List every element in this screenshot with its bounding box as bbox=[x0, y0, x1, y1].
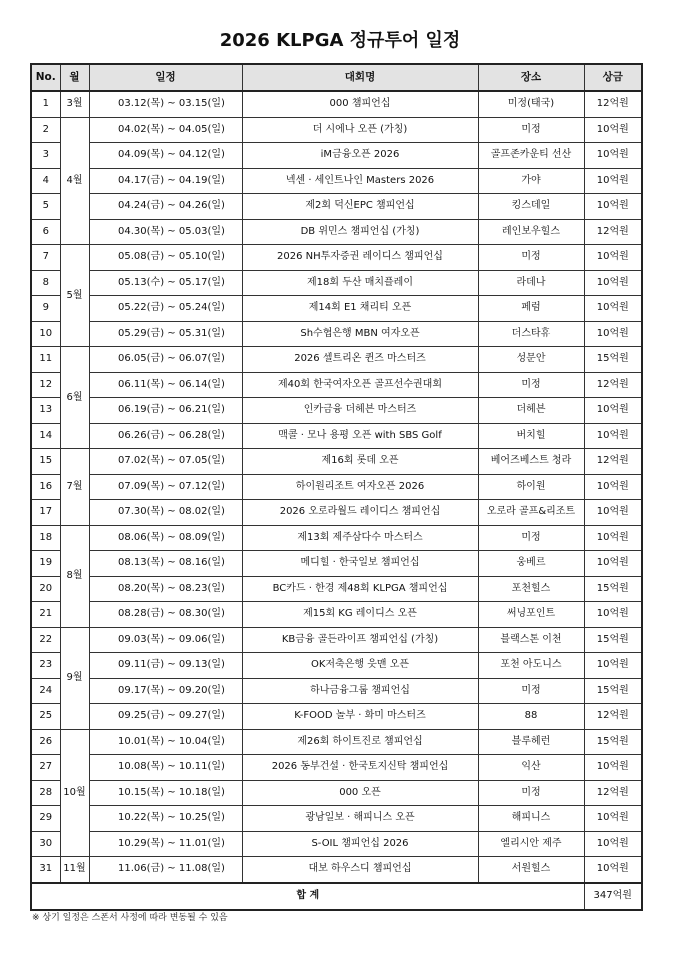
cell-prize: 10억원 bbox=[584, 321, 642, 347]
cell-dates: 09.17(목) ~ 09.20(일) bbox=[89, 678, 242, 704]
cell-dates: 05.13(수) ~ 05.17(일) bbox=[89, 270, 242, 296]
cell-prize: 10억원 bbox=[584, 857, 642, 883]
cell-tournament-name: 하이원리조트 여자오픈 2026 bbox=[242, 474, 478, 500]
cell-no: 7 bbox=[31, 245, 60, 271]
cell-dates: 09.11(금) ~ 09.13(일) bbox=[89, 653, 242, 679]
cell-no: 15 bbox=[31, 449, 60, 475]
cell-dates: 04.09(목) ~ 04.12(일) bbox=[89, 143, 242, 169]
cell-no: 20 bbox=[31, 576, 60, 602]
total-amount: 347억원 bbox=[584, 883, 642, 910]
cell-venue: 킹스데일 bbox=[478, 194, 584, 220]
cell-prize: 15억원 bbox=[584, 347, 642, 373]
cell-dates: 07.30(목) ~ 08.02(일) bbox=[89, 500, 242, 526]
page-title: 2026 KLPGA 정규투어 일정 bbox=[219, 30, 461, 51]
cell-venue: 미정 bbox=[478, 245, 584, 271]
table-row bbox=[31, 653, 642, 679]
cell-tournament-name: 000 오픈 bbox=[242, 780, 478, 806]
cell-venue: 서원힐스 bbox=[478, 857, 584, 883]
cell-no: 31 bbox=[31, 857, 60, 883]
cell-no: 29 bbox=[31, 806, 60, 832]
cell-no: 18 bbox=[31, 525, 60, 551]
cell-no: 13 bbox=[31, 398, 60, 424]
cell-prize: 10억원 bbox=[584, 168, 642, 194]
cell-no: 1 bbox=[31, 91, 60, 117]
cell-venue: 웅베르 bbox=[478, 551, 584, 577]
cell-venue: 레인보우힐스 bbox=[478, 219, 584, 245]
table-row bbox=[31, 755, 642, 781]
cell-tournament-name: 2026 동부건설 · 한국토지신탁 챔피언십 bbox=[242, 755, 478, 781]
cell-tournament-name: DB 위민스 챔피언십 (가칭) bbox=[242, 219, 478, 245]
cell-dates: 04.02(목) ~ 04.05(일) bbox=[89, 117, 242, 143]
cell-no: 12 bbox=[31, 372, 60, 398]
cell-no: 14 bbox=[31, 423, 60, 449]
cell-venue: 포천힐스 bbox=[478, 576, 584, 602]
cell-month: 3월 bbox=[60, 91, 89, 117]
cell-dates: 10.29(목) ~ 11.01(일) bbox=[89, 831, 242, 857]
cell-no: 3 bbox=[31, 143, 60, 169]
cell-no: 9 bbox=[31, 296, 60, 322]
cell-tournament-name: 제14회 E1 채리티 오픈 bbox=[242, 296, 478, 322]
cell-tournament-name: iM금융오픈 2026 bbox=[242, 143, 478, 169]
table-row bbox=[31, 270, 642, 296]
table-row bbox=[31, 525, 642, 551]
cell-dates: 10.15(목) ~ 10.18(일) bbox=[89, 780, 242, 806]
cell-dates: 06.11(목) ~ 06.14(일) bbox=[89, 372, 242, 398]
table-row bbox=[31, 780, 642, 806]
cell-tournament-name: 2026 오로라월드 레이디스 챔피언십 bbox=[242, 500, 478, 526]
cell-tournament-name: 제2회 덕신EPC 챔피언십 bbox=[242, 194, 478, 220]
cell-dates: 07.09(목) ~ 07.12(일) bbox=[89, 474, 242, 500]
header-venue: 장소 bbox=[478, 64, 584, 91]
cell-venue: 미정 bbox=[478, 678, 584, 704]
cell-tournament-name: 제13회 제주삼다수 마스터스 bbox=[242, 525, 478, 551]
table-row bbox=[31, 372, 642, 398]
cell-tournament-name: 000 챔피언십 bbox=[242, 91, 478, 117]
cell-no: 27 bbox=[31, 755, 60, 781]
cell-venue: 써닝포인트 bbox=[478, 602, 584, 628]
cell-tournament-name: 제40회 한국여자오픈 골프선수권대회 bbox=[242, 372, 478, 398]
cell-tournament-name: 넥센 · 세인트나인 Masters 2026 bbox=[242, 168, 478, 194]
cell-dates: 09.25(금) ~ 09.27(일) bbox=[89, 704, 242, 730]
cell-dates: 07.02(목) ~ 07.05(일) bbox=[89, 449, 242, 475]
total-row bbox=[31, 883, 642, 910]
cell-no: 10 bbox=[31, 321, 60, 347]
cell-venue: 88 bbox=[478, 704, 584, 730]
cell-dates: 10.08(목) ~ 10.11(일) bbox=[89, 755, 242, 781]
cell-prize: 10억원 bbox=[584, 806, 642, 832]
cell-prize: 10억원 bbox=[584, 194, 642, 220]
table-row bbox=[31, 806, 642, 832]
table-row bbox=[31, 678, 642, 704]
cell-dates: 11.06(금) ~ 11.08(일) bbox=[89, 857, 242, 883]
cell-month: 4월 bbox=[60, 117, 89, 245]
cell-dates: 04.24(금) ~ 04.26(일) bbox=[89, 194, 242, 220]
table-row bbox=[31, 398, 642, 424]
cell-prize: 10억원 bbox=[584, 831, 642, 857]
cell-dates: 09.03(목) ~ 09.06(일) bbox=[89, 627, 242, 653]
table-row bbox=[31, 91, 642, 117]
cell-tournament-name: 맥콜 · 모나 용평 오픈 with SBS Golf bbox=[242, 423, 478, 449]
cell-tournament-name: BC카드 · 한경 제48회 KLPGA 챔피언십 bbox=[242, 576, 478, 602]
cell-venue: 하이원 bbox=[478, 474, 584, 500]
total-label: 합 계 bbox=[31, 883, 584, 910]
table-row bbox=[31, 194, 642, 220]
cell-month: 11월 bbox=[60, 857, 89, 883]
cell-prize: 10억원 bbox=[584, 423, 642, 449]
cell-tournament-name: 2026 NH투자증권 레이디스 챔피언십 bbox=[242, 245, 478, 271]
cell-tournament-name: 제15회 KG 레이디스 오픈 bbox=[242, 602, 478, 628]
cell-no: 16 bbox=[31, 474, 60, 500]
cell-venue: 라데나 bbox=[478, 270, 584, 296]
cell-tournament-name: 제16회 롯데 오픈 bbox=[242, 449, 478, 475]
cell-tournament-name: 대보 하우스디 챔피언십 bbox=[242, 857, 478, 883]
table-row bbox=[31, 143, 642, 169]
header-month: 월 bbox=[60, 64, 89, 91]
cell-prize: 12억원 bbox=[584, 219, 642, 245]
table-row bbox=[31, 551, 642, 577]
cell-no: 4 bbox=[31, 168, 60, 194]
table-row bbox=[31, 347, 642, 373]
cell-month: 7월 bbox=[60, 449, 89, 526]
cell-tournament-name: OK저축은행 읏맨 오픈 bbox=[242, 653, 478, 679]
table-row bbox=[31, 219, 642, 245]
cell-venue: 오로라 골프&리조트 bbox=[478, 500, 584, 526]
cell-venue: 더스타휴 bbox=[478, 321, 584, 347]
cell-dates: 08.28(금) ~ 08.30(일) bbox=[89, 602, 242, 628]
cell-venue: 익산 bbox=[478, 755, 584, 781]
header-tournament-name: 대회명 bbox=[242, 64, 478, 91]
cell-venue: 베어즈베스트 청라 bbox=[478, 449, 584, 475]
cell-tournament-name: 메디힐 · 한국일보 챔피언십 bbox=[242, 551, 478, 577]
cell-tournament-name: S-OIL 챔피언십 2026 bbox=[242, 831, 478, 857]
table-row bbox=[31, 602, 642, 628]
cell-month: 6월 bbox=[60, 347, 89, 449]
cell-dates: 08.06(목) ~ 08.09(일) bbox=[89, 525, 242, 551]
cell-venue: 미정 bbox=[478, 117, 584, 143]
cell-dates: 06.19(금) ~ 06.21(일) bbox=[89, 398, 242, 424]
cell-no: 21 bbox=[31, 602, 60, 628]
cell-tournament-name: 광남일보 · 해피니스 오픈 bbox=[242, 806, 478, 832]
cell-prize: 12억원 bbox=[584, 372, 642, 398]
cell-no: 24 bbox=[31, 678, 60, 704]
table-row bbox=[31, 296, 642, 322]
cell-dates: 10.22(목) ~ 10.25(일) bbox=[89, 806, 242, 832]
cell-month: 9월 bbox=[60, 627, 89, 729]
cell-prize: 10억원 bbox=[584, 117, 642, 143]
table-row bbox=[31, 474, 642, 500]
cell-prize: 10억원 bbox=[584, 755, 642, 781]
cell-prize: 12억원 bbox=[584, 91, 642, 117]
cell-venue: 블랙스톤 이천 bbox=[478, 627, 584, 653]
cell-no: 26 bbox=[31, 729, 60, 755]
table-row bbox=[31, 500, 642, 526]
cell-dates: 04.30(목) ~ 05.03(일) bbox=[89, 219, 242, 245]
cell-dates: 06.26(금) ~ 06.28(일) bbox=[89, 423, 242, 449]
cell-venue: 버치힐 bbox=[478, 423, 584, 449]
table-row bbox=[31, 576, 642, 602]
cell-venue: 미정 bbox=[478, 372, 584, 398]
cell-tournament-name: 제26회 하이트진로 챔피언십 bbox=[242, 729, 478, 755]
table-row bbox=[31, 704, 642, 730]
cell-no: 22 bbox=[31, 627, 60, 653]
table-header-row bbox=[31, 64, 642, 91]
cell-prize: 10억원 bbox=[584, 551, 642, 577]
cell-venue: 성문안 bbox=[478, 347, 584, 373]
cell-tournament-name: K-FOOD 놀부 · 화미 마스터즈 bbox=[242, 704, 478, 730]
cell-tournament-name: 더 시에나 오픈 (가칭) bbox=[242, 117, 478, 143]
cell-no: 30 bbox=[31, 831, 60, 857]
cell-no: 8 bbox=[31, 270, 60, 296]
cell-prize: 15억원 bbox=[584, 729, 642, 755]
table-row bbox=[31, 423, 642, 449]
cell-dates: 04.17(금) ~ 04.19(일) bbox=[89, 168, 242, 194]
cell-prize: 10억원 bbox=[584, 653, 642, 679]
cell-tournament-name: 2026 셀트리온 퀸즈 마스터즈 bbox=[242, 347, 478, 373]
cell-no: 5 bbox=[31, 194, 60, 220]
cell-no: 17 bbox=[31, 500, 60, 526]
table-row bbox=[31, 117, 642, 143]
cell-dates: 03.12(목) ~ 03.15(일) bbox=[89, 91, 242, 117]
table-row bbox=[31, 831, 642, 857]
table-row bbox=[31, 245, 642, 271]
cell-tournament-name: KB금융 골든라이프 챔피언십 (가칭) bbox=[242, 627, 478, 653]
cell-prize: 12억원 bbox=[584, 449, 642, 475]
cell-venue: 해피니스 bbox=[478, 806, 584, 832]
table-row bbox=[31, 729, 642, 755]
header-prize: 상금 bbox=[584, 64, 642, 91]
cell-venue: 더헤븐 bbox=[478, 398, 584, 424]
cell-no: 11 bbox=[31, 347, 60, 373]
cell-tournament-name: 제18회 두산 매치플레이 bbox=[242, 270, 478, 296]
cell-venue: 블루헤런 bbox=[478, 729, 584, 755]
cell-venue: 포천 아도니스 bbox=[478, 653, 584, 679]
cell-month: 10월 bbox=[60, 729, 89, 857]
cell-tournament-name: 인카금융 더헤븐 마스터즈 bbox=[242, 398, 478, 424]
footnote: ※ 상기 일정은 스폰서 사정에 따라 변동될 수 있음 bbox=[32, 913, 228, 923]
cell-prize: 15억원 bbox=[584, 627, 642, 653]
cell-prize: 10억원 bbox=[584, 296, 642, 322]
cell-prize: 10억원 bbox=[584, 398, 642, 424]
table-row bbox=[31, 627, 642, 653]
cell-prize: 12억원 bbox=[584, 780, 642, 806]
cell-tournament-name: 하나금융그룹 챔피언십 bbox=[242, 678, 478, 704]
table-row bbox=[31, 857, 642, 883]
cell-prize: 10억원 bbox=[584, 474, 642, 500]
cell-dates: 08.20(목) ~ 08.23(일) bbox=[89, 576, 242, 602]
cell-no: 28 bbox=[31, 780, 60, 806]
cell-no: 6 bbox=[31, 219, 60, 245]
table-row bbox=[31, 168, 642, 194]
cell-month: 8월 bbox=[60, 525, 89, 627]
table-row bbox=[31, 321, 642, 347]
cell-no: 25 bbox=[31, 704, 60, 730]
header-no: No. bbox=[31, 64, 60, 91]
cell-venue: 미정 bbox=[478, 780, 584, 806]
cell-dates: 10.01(목) ~ 10.04(일) bbox=[89, 729, 242, 755]
cell-venue: 미정 bbox=[478, 525, 584, 551]
schedule-body bbox=[31, 91, 642, 883]
cell-prize: 12억원 bbox=[584, 704, 642, 730]
cell-no: 19 bbox=[31, 551, 60, 577]
schedule-table bbox=[30, 63, 643, 911]
cell-prize: 15억원 bbox=[584, 576, 642, 602]
cell-prize: 10억원 bbox=[584, 500, 642, 526]
cell-prize: 10억원 bbox=[584, 602, 642, 628]
cell-prize: 10억원 bbox=[584, 270, 642, 296]
cell-prize: 10억원 bbox=[584, 245, 642, 271]
cell-no: 2 bbox=[31, 117, 60, 143]
cell-dates: 05.22(금) ~ 05.24(일) bbox=[89, 296, 242, 322]
cell-no: 23 bbox=[31, 653, 60, 679]
cell-month: 5월 bbox=[60, 245, 89, 347]
cell-venue: 페럼 bbox=[478, 296, 584, 322]
cell-prize: 10억원 bbox=[584, 143, 642, 169]
cell-tournament-name: Sh수협은행 MBN 여자오픈 bbox=[242, 321, 478, 347]
cell-prize: 15억원 bbox=[584, 678, 642, 704]
cell-venue: 엘리시안 제주 bbox=[478, 831, 584, 857]
cell-venue: 미정(태국) bbox=[478, 91, 584, 117]
table-row bbox=[31, 449, 642, 475]
cell-dates: 05.29(금) ~ 05.31(일) bbox=[89, 321, 242, 347]
cell-dates: 05.08(금) ~ 05.10(일) bbox=[89, 245, 242, 271]
header-dates: 일정 bbox=[89, 64, 242, 91]
cell-dates: 06.05(금) ~ 06.07(일) bbox=[89, 347, 242, 373]
cell-prize: 10억원 bbox=[584, 525, 642, 551]
cell-venue: 가야 bbox=[478, 168, 584, 194]
cell-venue: 골프존카운티 선산 bbox=[478, 143, 584, 169]
cell-dates: 08.13(목) ~ 08.16(일) bbox=[89, 551, 242, 577]
